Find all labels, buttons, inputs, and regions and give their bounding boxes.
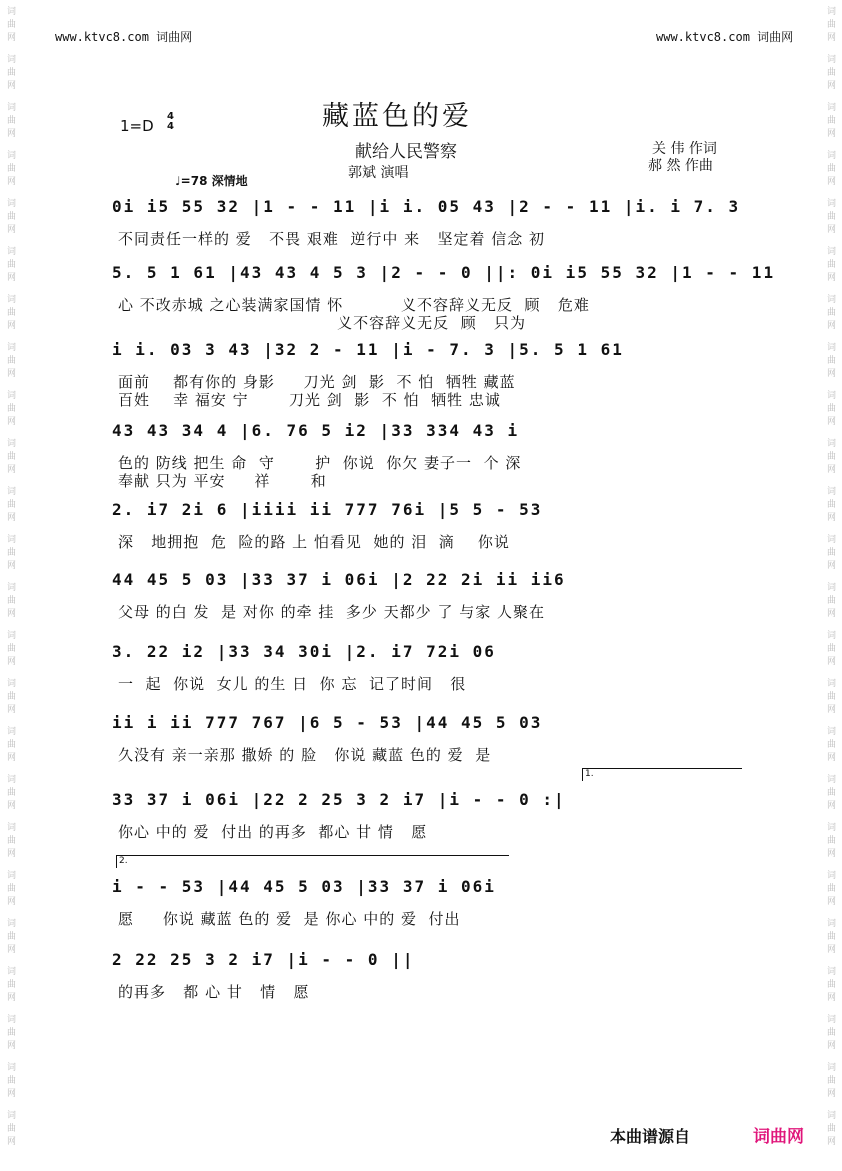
watermark-glyph: 词 xyxy=(827,775,837,785)
watermark-glyph: 词 xyxy=(7,775,17,785)
watermark-glyph: 曲 xyxy=(7,596,17,606)
watermark-glyph: 曲 xyxy=(7,452,17,462)
watermark-glyph: 网 xyxy=(7,417,17,427)
watermark-glyph: 曲 xyxy=(7,116,17,126)
lyric-line: 不同责任一样的 爱 不畏 艰难 逆行中 来 坚定着 信念 初 xyxy=(118,230,545,248)
watermark-glyph: 词 xyxy=(827,535,837,545)
watermark-glyph: 曲 xyxy=(827,20,837,30)
watermark-glyph: 词 xyxy=(7,295,17,305)
watermark-glyph: 词 xyxy=(7,871,17,881)
watermark-glyph: 曲 xyxy=(7,932,17,942)
watermark-glyph: 曲 xyxy=(827,740,837,750)
watermark-glyph: 词 xyxy=(827,919,837,929)
watermark-glyph: 曲 xyxy=(827,452,837,462)
lyric-line: 百姓 幸 福安 宁 刀光 剑 影 不 怕 牺牲 忠诚 xyxy=(118,391,501,409)
watermark-glyph: 词 xyxy=(7,439,17,449)
watermark-glyph: 网 xyxy=(7,1089,17,1099)
watermark-glyph: 词 xyxy=(7,679,17,689)
watermark-glyph: 词 xyxy=(827,439,837,449)
watermark-glyph: 曲 xyxy=(7,356,17,366)
watermark-glyph: 曲 xyxy=(7,836,17,846)
watermark-glyph: 词 xyxy=(7,967,17,977)
watermark-glyph: 曲 xyxy=(7,164,17,174)
watermark-glyph: 网 xyxy=(827,177,837,187)
watermark-glyph: 网 xyxy=(827,321,837,331)
watermark-glyph: 词 xyxy=(827,487,837,497)
lyric-line: 奉献 只为 平安 祥 和 xyxy=(118,472,327,490)
watermark-glyph: 网 xyxy=(7,513,17,523)
watermark-glyph: 网 xyxy=(827,513,837,523)
lyric-line: 愿 你说 藏蓝 色的 爱 是 你心 中的 爱 付出 xyxy=(118,910,461,928)
watermark-glyph: 网 xyxy=(827,561,837,571)
watermark-glyph: 曲 xyxy=(827,68,837,78)
watermark-glyph: 曲 xyxy=(827,596,837,606)
notation-line: 5. 5 1 61 |43 43 4 5 3 |2 - - 0 ||: 0i i5 55 32 |1 - - 11 xyxy=(112,263,776,282)
lyric-line: 你心 中的 爱 付出 的再多 都心 甘 情 愿 xyxy=(118,823,428,841)
watermark-glyph: 网 xyxy=(7,465,17,475)
watermark-glyph: 词 xyxy=(827,343,837,353)
watermark-glyph: 曲 xyxy=(827,548,837,558)
watermark-glyph: 曲 xyxy=(7,644,17,654)
watermark-glyph: 词 xyxy=(827,247,837,257)
watermark-glyph: 网 xyxy=(827,81,837,91)
watermark-glyph: 曲 xyxy=(7,404,17,414)
watermark-glyph: 词 xyxy=(827,1063,837,1073)
watermark-glyph: 曲 xyxy=(827,500,837,510)
watermark-glyph: 网 xyxy=(7,321,17,331)
watermark-glyph: 词 xyxy=(7,247,17,257)
watermark-glyph: 网 xyxy=(7,81,17,91)
watermark-glyph: 词 xyxy=(7,103,17,113)
watermark-glyph: 词 xyxy=(7,1111,17,1121)
site-name-right: 词曲网 xyxy=(757,30,794,44)
watermark-glyph: 词 xyxy=(827,727,837,737)
watermark-glyph: 词 xyxy=(827,103,837,113)
watermark-glyph: 词 xyxy=(7,199,17,209)
watermark-glyph: 网 xyxy=(827,753,837,763)
notation-line: 2 22 25 3 2 i7 |i - - 0 || xyxy=(112,950,415,969)
watermark-glyph: 网 xyxy=(827,993,837,1003)
watermark-glyph: 网 xyxy=(7,33,17,43)
watermark-glyph: 词 xyxy=(827,295,837,305)
watermark-glyph: 曲 xyxy=(827,212,837,222)
key-signature: 1=D xyxy=(120,117,154,135)
watermark-glyph: 网 xyxy=(7,177,17,187)
watermark-glyph: 词 xyxy=(7,1015,17,1025)
footer-logo[interactable]: 词曲网 xyxy=(753,1127,804,1147)
watermark-glyph: 网 xyxy=(827,273,837,283)
watermark-glyph: 词 xyxy=(7,391,17,401)
watermark-glyph: 词 xyxy=(827,583,837,593)
notation-line: 44 45 5 03 |33 37 i 06i |2 22 2i ii ii6 xyxy=(112,570,566,589)
watermark-glyph: 曲 xyxy=(7,788,17,798)
watermark-glyph: 词 xyxy=(827,679,837,689)
watermark-glyph: 词 xyxy=(7,343,17,353)
site-name-left: 词曲网 xyxy=(156,30,193,44)
watermark-glyph: 曲 xyxy=(827,260,837,270)
watermark-glyph: 词 xyxy=(827,871,837,881)
song-title: 藏蓝色的爱 xyxy=(322,101,472,132)
watermark-glyph: 网 xyxy=(827,225,837,235)
lyric-line: 一 起 你说 女儿 的生 日 你 忘 记了时间 很 xyxy=(118,675,467,693)
site-url-right[interactable]: www.ktvc8.com xyxy=(656,30,750,44)
watermark-glyph: 网 xyxy=(7,945,17,955)
watermark-glyph: 曲 xyxy=(827,884,837,894)
footer-source-text: 本曲谱源自 xyxy=(610,1127,691,1146)
watermark-glyph: 网 xyxy=(827,801,837,811)
watermark-glyph: 网 xyxy=(7,849,17,859)
watermark-glyph: 词 xyxy=(827,55,837,65)
watermark-glyph: 网 xyxy=(7,273,17,283)
site-url-left[interactable]: www.ktvc8.com xyxy=(55,30,149,44)
watermark-glyph: 网 xyxy=(7,753,17,763)
left-watermark-strip xyxy=(0,0,22,1171)
watermark-glyph: 网 xyxy=(827,849,837,859)
watermark-glyph: 词 xyxy=(7,1063,17,1073)
volta-second: 2. xyxy=(116,855,509,868)
watermark-glyph: 曲 xyxy=(7,548,17,558)
tempo-marking: ♩=78 深情地 xyxy=(175,174,248,188)
watermark-glyph: 词 xyxy=(7,823,17,833)
watermark-glyph: 网 xyxy=(827,1041,837,1051)
watermark-glyph: 网 xyxy=(7,993,17,1003)
watermark-glyph: 曲 xyxy=(827,788,837,798)
watermark-glyph: 词 xyxy=(827,823,837,833)
watermark-glyph: 曲 xyxy=(7,20,17,30)
right-watermark-strip xyxy=(820,0,842,1171)
watermark-glyph: 词 xyxy=(7,919,17,929)
header-site-left[interactable] xyxy=(55,28,192,45)
watermark-glyph: 网 xyxy=(827,897,837,907)
lyric-line: 的再多 都 心 甘 情 愿 xyxy=(118,983,310,1001)
header-site-right[interactable] xyxy=(656,28,793,45)
watermark-glyph: 曲 xyxy=(827,932,837,942)
lyric-line: 义不容辞义无反 顾 只为 xyxy=(118,314,527,332)
watermark-glyph: 曲 xyxy=(827,308,837,318)
watermark-glyph: 词 xyxy=(827,7,837,17)
watermark-glyph: 词 xyxy=(827,151,837,161)
watermark-glyph: 曲 xyxy=(827,164,837,174)
watermark-glyph: 曲 xyxy=(827,356,837,366)
watermark-glyph: 网 xyxy=(7,1041,17,1051)
watermark-glyph: 曲 xyxy=(7,260,17,270)
watermark-glyph: 网 xyxy=(827,657,837,667)
watermark-glyph: 曲 xyxy=(827,1028,837,1038)
lyric-line: 心 不改赤城 之心装满家国情 怀 义不容辞义无反 顾 危难 xyxy=(118,296,590,314)
lyric-line: 父母 的白 发 是 对你 的牵 挂 多少 天都少 了 与家 人聚在 xyxy=(118,603,545,621)
watermark-glyph: 曲 xyxy=(7,1124,17,1134)
lyric-line: 久没有 亲一亲那 撒娇 的 脸 你说 藏蓝 色的 爱 是 xyxy=(118,746,492,764)
watermark-glyph: 曲 xyxy=(7,308,17,318)
watermark-glyph: 词 xyxy=(7,7,17,17)
watermark-glyph: 网 xyxy=(827,609,837,619)
watermark-glyph: 曲 xyxy=(827,644,837,654)
notation-line: 33 37 i 06i |22 2 25 3 2 i7 |i - - 0 :| xyxy=(112,790,566,809)
lyric-line: 面前 都有你的 身影 刀光 剑 影 不 怕 牺牲 藏蓝 xyxy=(118,373,516,391)
watermark-glyph: 网 xyxy=(7,369,17,379)
lyric-line: 深 地拥抱 危 险的路 上 怕看见 她的 泪 滴 你说 xyxy=(118,533,510,551)
watermark-glyph: 词 xyxy=(827,1015,837,1025)
composer-credit: 郝 然 作曲 xyxy=(648,158,713,174)
watermark-glyph: 词 xyxy=(827,967,837,977)
watermark-glyph: 网 xyxy=(827,417,837,427)
watermark-glyph: 曲 xyxy=(827,404,837,414)
watermark-glyph: 曲 xyxy=(7,884,17,894)
notation-line: 3. 22 i2 |33 34 30i |2. i7 72i 06 xyxy=(112,642,496,661)
watermark-glyph: 词 xyxy=(7,487,17,497)
watermark-glyph: 曲 xyxy=(7,980,17,990)
watermark-glyph: 曲 xyxy=(827,1124,837,1134)
watermark-glyph: 网 xyxy=(827,33,837,43)
watermark-glyph: 网 xyxy=(7,657,17,667)
notation-line: 2. i7 2i 6 |iiii ii 777 76i |5 5 - 53 xyxy=(112,500,543,519)
watermark-glyph: 词 xyxy=(7,535,17,545)
song-subtitle: 献给人民警察 xyxy=(355,142,457,162)
watermark-glyph: 网 xyxy=(827,465,837,475)
watermark-glyph: 曲 xyxy=(7,1076,17,1086)
watermark-glyph: 网 xyxy=(7,897,17,907)
time-signature xyxy=(167,112,174,132)
watermark-glyph: 网 xyxy=(827,1137,837,1147)
watermark-glyph: 词 xyxy=(827,631,837,641)
watermark-glyph: 曲 xyxy=(7,68,17,78)
singer-credit: 郭斌 演唱 xyxy=(348,165,409,181)
watermark-glyph: 网 xyxy=(827,705,837,715)
watermark-glyph: 网 xyxy=(7,225,17,235)
watermark-glyph: 曲 xyxy=(827,980,837,990)
notation-line: ii i ii 777 767 |6 5 - 53 |44 45 5 03 xyxy=(112,713,543,732)
watermark-glyph: 曲 xyxy=(827,1076,837,1086)
watermark-glyph: 网 xyxy=(827,1089,837,1099)
watermark-glyph: 词 xyxy=(7,151,17,161)
time-signature-bottom: 4 xyxy=(167,121,174,132)
watermark-glyph: 曲 xyxy=(827,836,837,846)
watermark-glyph: 词 xyxy=(827,1111,837,1121)
notation-line: 0i i5 55 32 |1 - - 11 |i i. 05 43 |2 - - 11 |i. i 7. 3 xyxy=(112,197,741,216)
watermark-glyph: 词 xyxy=(827,391,837,401)
watermark-glyph: 网 xyxy=(7,801,17,811)
watermark-glyph: 词 xyxy=(7,55,17,65)
watermark-glyph: 网 xyxy=(827,129,837,139)
watermark-glyph: 曲 xyxy=(827,116,837,126)
watermark-glyph: 网 xyxy=(7,1137,17,1147)
watermark-glyph: 网 xyxy=(7,561,17,571)
watermark-glyph: 词 xyxy=(7,583,17,593)
watermark-glyph: 曲 xyxy=(7,740,17,750)
watermark-glyph: 词 xyxy=(7,631,17,641)
watermark-glyph: 词 xyxy=(827,199,837,209)
volta-first: 1. xyxy=(582,768,742,781)
watermark-glyph: 网 xyxy=(7,129,17,139)
watermark-glyph: 曲 xyxy=(827,692,837,702)
watermark-glyph: 曲 xyxy=(7,212,17,222)
watermark-glyph: 网 xyxy=(7,609,17,619)
time-signature-top: 4 xyxy=(167,111,174,122)
lyricist-credit: 关 伟 作词 xyxy=(652,141,717,157)
watermark-glyph: 网 xyxy=(7,705,17,715)
notation-line: 43 43 34 4 |6. 76 5 i2 |33 334 43 i xyxy=(112,421,520,440)
notation-line: i - - 53 |44 45 5 03 |33 37 i 06i xyxy=(112,877,496,896)
watermark-glyph: 词 xyxy=(7,727,17,737)
watermark-glyph: 曲 xyxy=(7,692,17,702)
watermark-glyph: 网 xyxy=(827,945,837,955)
watermark-glyph: 曲 xyxy=(7,500,17,510)
watermark-glyph: 网 xyxy=(827,369,837,379)
lyric-line: 色的 防线 把生 命 守 护 你说 你欠 妻子一 个 深 xyxy=(118,454,522,472)
watermark-glyph: 曲 xyxy=(7,1028,17,1038)
notation-line: i i. 03 3 43 |32 2 - 11 |i - 7. 3 |5. 5 1 61 xyxy=(112,340,624,359)
